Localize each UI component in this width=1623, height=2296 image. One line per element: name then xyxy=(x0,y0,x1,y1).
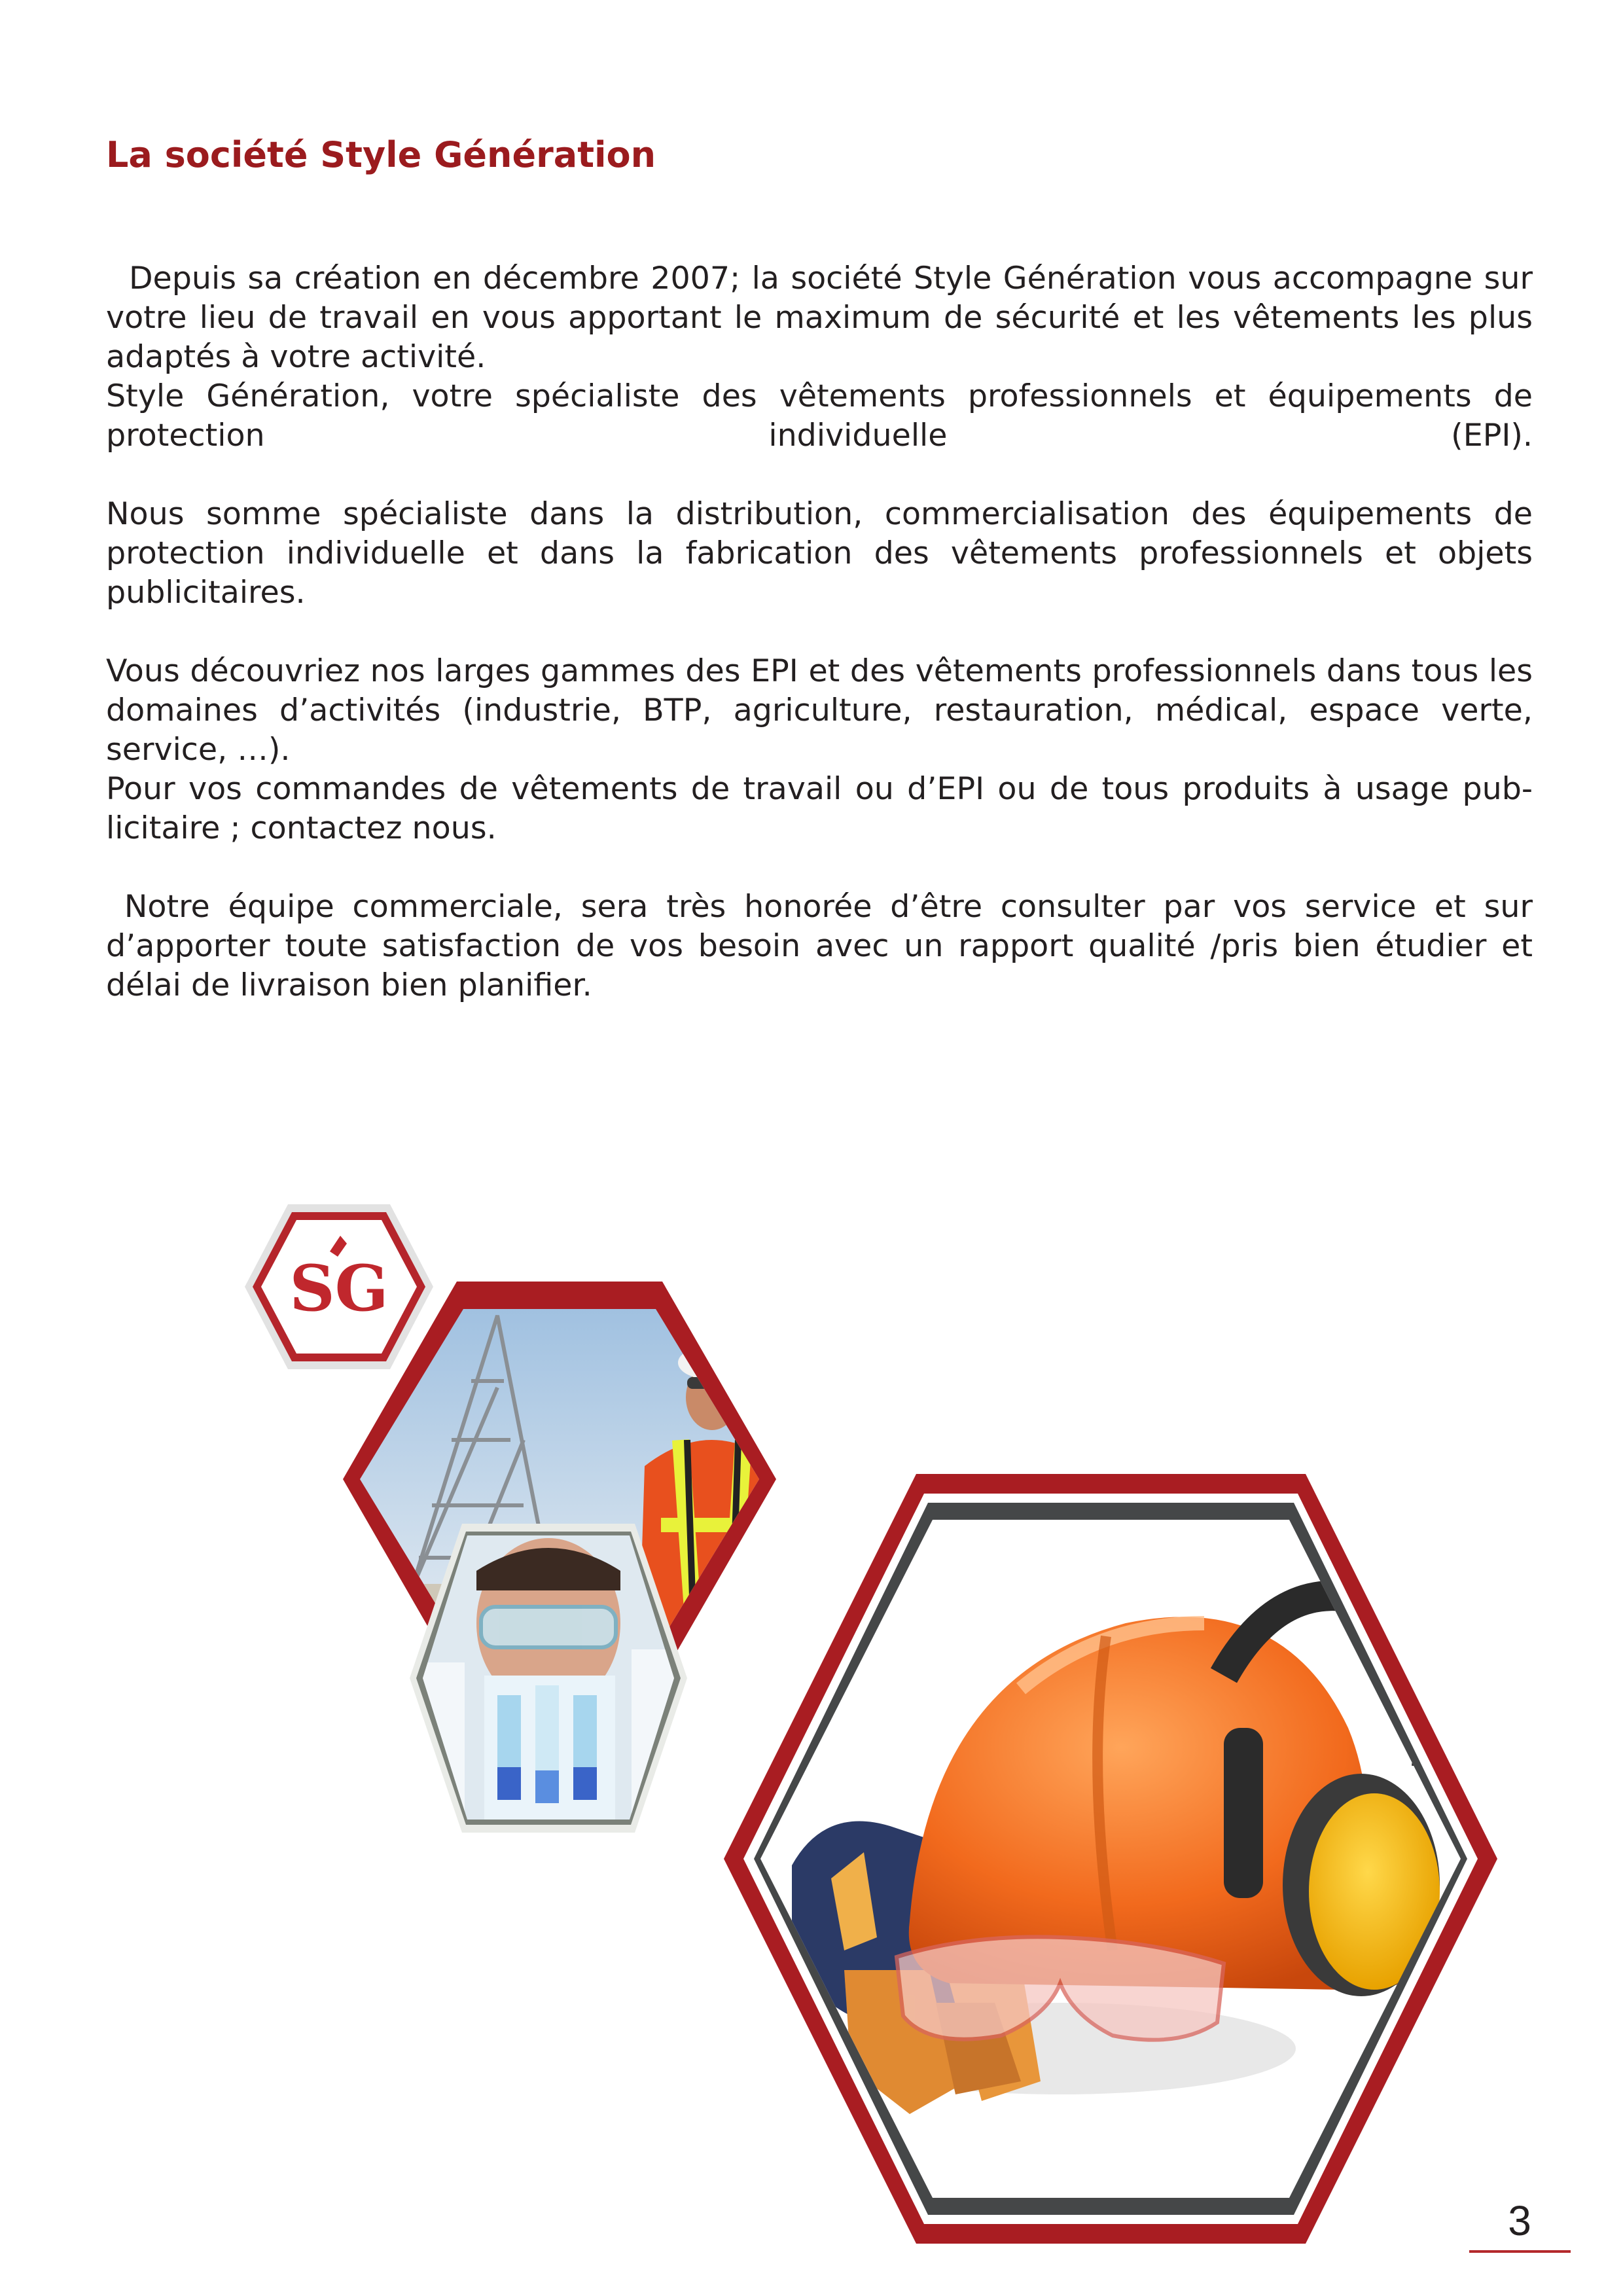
paragraph-intro: Depuis sa création en décembre 2007; la société Style Génération vous accompagne sur votre lieu de travail en vous apportant le maximum de sécurité et les vêtements les plus adaptés à votre activité. xyxy=(106,260,1533,375)
ppe-image xyxy=(724,1474,1497,2244)
paragraph-team: Notre équipe commerciale, sera très honorée d’être consulter par vos service et sur d’apporter toute satisfaction de vos besoin avec un rapport qualité /pris bien étudier et délai de livraison bien planifier. xyxy=(106,889,1533,1003)
paragraph-specialist: Style Génération, votre spécialiste des vêtements professionnels et équipements de protection individuelle (EPI). xyxy=(106,378,1533,454)
paragraph-ranges: Vous découvriez nos larges gammes des EPI et des vêtements professionnels dans tous les domaines d’activités (industrie, BTP, agriculture, restauration, médical, espace verte, service, …). xyxy=(106,653,1533,768)
page-title: La société Style Génération xyxy=(106,134,656,175)
logo-text: SG xyxy=(289,1251,389,1325)
page-number: 3 xyxy=(1508,2197,1531,2244)
page-number-rule xyxy=(1469,2250,1571,2253)
paragraph-orders: Pour vos commandes de vêtements de travail ou d’EPI ou de tous produits à usage publicitaire ; contactez nous. xyxy=(106,771,1533,846)
paragraph-distribution: Nous somme spécialiste dans la distribution, commercialisation des équipements de protection individuelle et dans la fabrication des vêtements professionnels et objets publicitaires. xyxy=(106,496,1533,611)
logo-sg xyxy=(245,1204,433,1369)
lab-image xyxy=(410,1524,687,1833)
